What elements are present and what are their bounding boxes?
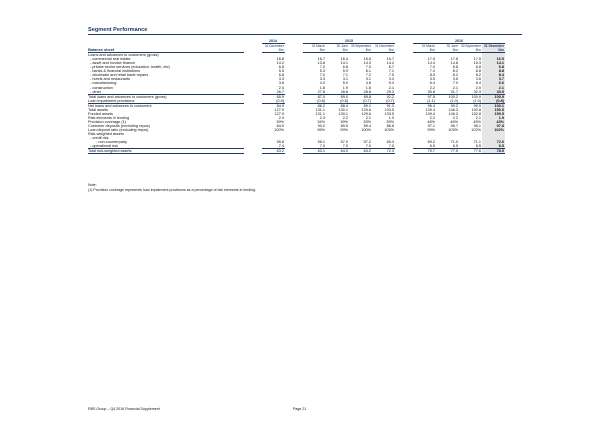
cell-value: 46% xyxy=(450,119,458,124)
unit-label: £bn xyxy=(436,48,459,53)
cell-value: 33% xyxy=(363,119,371,124)
cell-value: 8.3 xyxy=(429,73,435,78)
cell-value: 3.3 xyxy=(278,77,284,82)
cell-value: 84.9 xyxy=(276,103,284,108)
cell-value: 7.4 xyxy=(429,69,435,74)
row-label: Provision coverage (1) xyxy=(88,119,126,124)
cell-value: 100.9 xyxy=(459,94,482,99)
cell-value: 4.2 xyxy=(319,81,325,86)
cell-value: 2.1 xyxy=(452,85,458,90)
cell-value: 45% xyxy=(473,119,481,124)
cell-value: 17.8 xyxy=(450,57,458,62)
cell-value: 64.2 xyxy=(349,149,372,154)
cell-value: 14.1 xyxy=(482,61,505,65)
cell-value: 89.0 xyxy=(326,94,349,99)
cell-value: 1.8 xyxy=(319,85,325,90)
cell-value: 100.9 xyxy=(482,94,505,99)
cell-value: 86.2 xyxy=(317,103,325,108)
period-header: 31 March xyxy=(421,44,435,49)
cell-value: 2.1 xyxy=(388,85,394,90)
cell-value: 7.5 xyxy=(388,73,394,78)
cell-value: 14.1 xyxy=(340,61,348,66)
cell-value: 1.8 xyxy=(365,85,371,90)
cell-value: 28.8 xyxy=(340,89,348,94)
cell-value: 5.3 xyxy=(319,69,325,74)
cell-value: 6.8 xyxy=(452,65,458,70)
cell-value: 103% xyxy=(448,127,458,132)
row-label: Total loans and advances to customers (gross) xyxy=(88,94,244,99)
cell-value: 150.5 xyxy=(482,112,505,116)
cell-value: 16.9 xyxy=(482,57,505,61)
cell-value: 7.0 xyxy=(365,144,371,149)
cell-value: 88.4 xyxy=(340,103,348,108)
cell-value: 8.2 xyxy=(452,69,458,74)
cell-value: 56.1 xyxy=(317,140,325,145)
cell-value: 5.5 xyxy=(278,69,284,74)
cell-value: 3.1 xyxy=(365,77,371,82)
cell-value: 55.8 xyxy=(276,140,284,145)
cell-value: 98.1 xyxy=(473,123,481,128)
cell-value: 88.8 xyxy=(386,123,394,128)
cell-value: 7.1 xyxy=(342,73,348,78)
cell-value: 131.1 xyxy=(315,107,325,112)
cell-value: 97.1 xyxy=(427,123,435,128)
cell-value: 39% xyxy=(340,119,348,124)
cell-value: 29.3 xyxy=(386,89,394,94)
cell-value: 77.5 xyxy=(436,149,459,154)
cell-value: 72.0 xyxy=(482,140,505,144)
cell-value: 15.3 xyxy=(473,61,481,66)
cell-value: 71.0 xyxy=(450,140,458,145)
cell-value: 127.9 xyxy=(274,107,284,112)
cell-value: 3.7 xyxy=(482,77,505,81)
table-row xyxy=(88,149,505,154)
cell-value: 39% xyxy=(276,119,284,124)
cell-value: 87.0 xyxy=(303,94,326,99)
cell-value: 150.5 xyxy=(482,108,505,112)
cell-value: 97.5 xyxy=(413,94,436,99)
cell-value: 57.2 xyxy=(363,140,371,145)
note-heading: Note: xyxy=(88,183,97,187)
cell-value: 16.7 xyxy=(386,57,394,62)
cell-value: 30.8 xyxy=(427,89,435,94)
cell-value: 97.8 xyxy=(482,124,505,128)
cell-value: 6.5 xyxy=(475,144,481,149)
cell-value: 5.0 xyxy=(342,81,348,86)
period-header: 30 September xyxy=(460,44,481,49)
period-header: 30 September xyxy=(350,44,371,49)
section-label: Balance sheet xyxy=(88,48,244,53)
cell-value: 6.5 xyxy=(429,144,435,149)
cell-value: 69.2 xyxy=(427,140,435,145)
cell-value: 8.8 xyxy=(475,69,481,74)
cell-value: (1.0) xyxy=(436,99,459,104)
row-label: - wholesale and retail trade repairs xyxy=(90,73,149,78)
cell-value: 127.9 xyxy=(274,111,284,116)
cell-value: 6.8 xyxy=(278,65,284,70)
cell-value: 32.3 xyxy=(473,89,481,94)
cell-value: 96.4 xyxy=(427,103,435,108)
cell-value: 6.8 xyxy=(278,73,284,78)
cell-value: 96% xyxy=(317,127,325,132)
cell-value: 146.3 xyxy=(448,111,458,116)
cell-value: 100% xyxy=(361,127,371,132)
cell-value: 17.5 xyxy=(473,57,481,62)
cell-value: 99% xyxy=(340,127,348,132)
row-label: Loan impairment provisions xyxy=(88,99,244,104)
cell-value: (0.8) xyxy=(482,99,505,104)
cell-value: 7.0 xyxy=(429,65,435,70)
cell-value: 3.1 xyxy=(342,77,348,82)
row-label: - private sector services (education, health, etc) xyxy=(90,65,170,70)
cell-value: 63.2 xyxy=(262,149,285,154)
cell-value: 102% xyxy=(482,128,505,132)
cell-value: 2.0 xyxy=(278,85,284,90)
cell-value: 6.4 xyxy=(475,81,481,86)
row-label: - asset and invoice finance xyxy=(90,61,135,66)
cell-value: 129.6 xyxy=(361,111,371,116)
cell-value: 89.4 xyxy=(363,123,371,128)
cell-value: 5.3 xyxy=(388,81,394,86)
cell-value: 2.0 xyxy=(475,85,481,90)
cell-value: 6.1 xyxy=(365,69,371,74)
unit-label: £bn xyxy=(459,48,482,53)
row-label: - commercial real estate xyxy=(90,57,131,62)
cell-value: 8.2 xyxy=(452,73,458,78)
cell-value: 48% xyxy=(427,119,435,124)
unit-label: £bn xyxy=(326,48,349,53)
cell-value: 3.6 xyxy=(475,77,481,82)
period-header: 31 December xyxy=(264,44,284,49)
cell-value: 6.8 xyxy=(475,65,481,70)
cell-value: 14.4 xyxy=(427,61,435,66)
cell-value: 14.8 xyxy=(450,61,458,66)
cell-value: 78.5 xyxy=(482,149,505,154)
cell-value: 14.3 xyxy=(363,61,371,66)
cell-value: 2.1 xyxy=(482,86,505,90)
cell-value: (0.7) xyxy=(372,99,395,104)
cell-value: 100.2 xyxy=(436,94,459,99)
cell-value: 17.5 xyxy=(427,57,435,62)
cell-value: 102% xyxy=(471,127,481,132)
cell-value: 7.0 xyxy=(365,65,371,70)
cell-value: 26.7 xyxy=(276,89,284,94)
row-label: - construction xyxy=(90,85,113,90)
cell-value: 75.7 xyxy=(413,149,436,154)
unit-label: £bn xyxy=(303,48,326,53)
cell-value: 89.1 xyxy=(363,103,371,108)
cell-value: 5.9 xyxy=(342,69,348,74)
cell-value: (0.7) xyxy=(349,99,372,104)
cell-value: (0.8) xyxy=(303,99,326,104)
page-title: Segment Performance xyxy=(88,27,148,33)
cell-value: 100% xyxy=(274,127,284,132)
cell-value: 7.0 xyxy=(452,81,458,86)
cell-value: 152.8 xyxy=(471,111,481,116)
period-header: 31 March xyxy=(311,44,325,49)
row-label: - non-counterparty xyxy=(96,140,128,145)
cell-value: 91.3 xyxy=(386,103,394,108)
cell-value: 99.9 xyxy=(473,103,481,108)
cell-value: 33.5 xyxy=(482,90,505,95)
cell-value: 139.4 xyxy=(425,107,435,112)
cell-value: 7.1 xyxy=(388,69,394,74)
cell-value: 72.3 xyxy=(372,149,395,154)
cell-value: 7.0 xyxy=(342,144,348,149)
year-2016: 2016 xyxy=(413,39,505,44)
cell-value: 139.4 xyxy=(425,111,435,116)
row-label: Risk elements in lending xyxy=(88,115,130,120)
cell-value: 8.4 xyxy=(482,73,505,77)
period-header: 30 June xyxy=(446,44,458,49)
cell-value: 2.2 xyxy=(429,85,435,90)
cell-value: 6.5 xyxy=(482,144,505,149)
cell-value: 6.8 xyxy=(342,65,348,70)
cell-value: 7.0 xyxy=(319,73,325,78)
unit-label: £bn xyxy=(413,48,436,53)
row-label: Risk-weighted assets xyxy=(88,132,124,137)
row-label: Net loans and advances to customers xyxy=(88,103,152,108)
cell-value: 16.4 xyxy=(340,57,348,62)
unit-label: £bn xyxy=(372,48,395,53)
cell-value: 28.8 xyxy=(363,89,371,94)
cell-value: 71.1 xyxy=(473,140,481,145)
cell-value: 2.2 xyxy=(342,115,348,120)
segment-table xyxy=(88,39,505,154)
cell-value: 4.8 xyxy=(365,81,371,86)
year-2015: 2015 xyxy=(303,39,395,44)
cell-value: 2.3 xyxy=(319,115,325,120)
footer-document-name: RBS Group – Q4 2016 Financial Supplement xyxy=(88,407,160,411)
row-label: - credit risk xyxy=(90,136,109,141)
row-label: - manufacturing xyxy=(90,81,117,86)
note-text: (1) Provision coverage represents loan impairment provisions as a percentage of risk elements in lending. xyxy=(88,187,256,192)
cell-value: 2.1 xyxy=(475,115,481,120)
title-divider xyxy=(88,34,522,35)
cell-value: 8.8 xyxy=(482,69,505,73)
cell-value: 1.9 xyxy=(482,116,505,120)
cell-value: 16.6 xyxy=(363,57,371,62)
row-label: Total assets xyxy=(88,107,109,112)
cell-value: 31.7 xyxy=(450,89,458,94)
cell-value: 1.9 xyxy=(388,115,394,120)
cell-value: 65.3 xyxy=(386,140,394,145)
cell-value: 92.2 xyxy=(372,94,395,99)
unit-label: £bn xyxy=(482,48,505,53)
cell-value: (0.8) xyxy=(326,99,349,104)
period-header: 31 December xyxy=(482,44,505,49)
cell-value: 14.2 xyxy=(276,61,284,66)
row-label: Customer deposits (excluding repos) xyxy=(88,123,150,128)
cell-value: (1.1) xyxy=(413,99,436,104)
cell-value: 3.3 xyxy=(388,77,394,82)
footer-page-number: Page 21 xyxy=(293,407,307,411)
cell-value: 7.0 xyxy=(388,144,394,149)
cell-value: 6.7 xyxy=(388,65,394,70)
cell-value: 1.9 xyxy=(342,85,348,90)
cell-value: 85.9 xyxy=(262,94,285,99)
cell-value: 64.0 xyxy=(326,149,349,154)
cell-value: 7.4 xyxy=(278,144,284,149)
cell-value: 16.7 xyxy=(317,57,325,62)
row-label: Loan:deposit ratio (excluding repos) xyxy=(88,127,149,132)
cell-value: 2.1 xyxy=(365,115,371,120)
cell-value: 34% xyxy=(317,119,325,124)
unit-label: £bn xyxy=(262,48,285,53)
cell-value: 96.7 xyxy=(450,123,458,128)
row-label: Total risk-weighted assets xyxy=(88,149,244,154)
cell-value: 6.4 xyxy=(429,81,435,86)
cell-value: 89.5 xyxy=(340,123,348,128)
row-label: - operational risk xyxy=(90,144,119,149)
cell-value: 3.6 xyxy=(452,77,458,82)
cell-value: 27.8 xyxy=(317,89,325,94)
cell-value: 57.0 xyxy=(340,140,348,145)
cell-value: 3.5 xyxy=(429,77,435,82)
cell-value: 7.0 xyxy=(319,65,325,70)
cell-value: 131.1 xyxy=(315,111,325,116)
cell-value: 7.0 xyxy=(319,144,325,149)
cell-value: 133.5 xyxy=(384,111,394,116)
row-label: Loans and advances to customers (gross) xyxy=(88,53,159,58)
cell-value: 14.4 xyxy=(386,61,394,66)
cell-value: 2.2 xyxy=(429,115,435,120)
year-2014: 2014 xyxy=(262,39,285,44)
cell-value: 84.9 xyxy=(276,123,284,128)
cell-value: 90.0 xyxy=(317,123,325,128)
cell-value: 146.3 xyxy=(448,107,458,112)
cell-value: 99.2 xyxy=(450,103,458,108)
row-label: - other xyxy=(90,89,101,94)
period-header: 31 December xyxy=(374,44,394,49)
unit-label: £bn xyxy=(349,48,372,53)
cell-value: 16.8 xyxy=(276,57,284,62)
cell-value: 6.5 xyxy=(452,144,458,149)
cell-value: 133.5 xyxy=(384,107,394,112)
cell-value: 3.3 xyxy=(319,77,325,82)
cell-value: 63.1 xyxy=(303,149,326,154)
period-header: 30 June xyxy=(336,44,348,49)
cell-value: 130.1 xyxy=(338,107,348,112)
cell-value: 8.2 xyxy=(475,73,481,78)
cell-value: 89.8 xyxy=(349,94,372,99)
cell-value: 43% xyxy=(482,120,505,124)
cell-value: 39% xyxy=(386,119,394,124)
cell-value: 7.2 xyxy=(365,73,371,78)
row-label: Funded assets xyxy=(88,111,113,116)
cell-value: 2.2 xyxy=(452,115,458,120)
row-label: - banks & financial institutions xyxy=(90,69,141,74)
row-label: - hotels and restaurants xyxy=(90,77,130,82)
cell-value: 129.6 xyxy=(361,107,371,112)
cell-value: 6.8 xyxy=(482,65,505,69)
cell-value: 77.6 xyxy=(459,149,482,154)
cell-value: 2.4 xyxy=(278,115,284,120)
cell-value: 99% xyxy=(427,127,435,132)
cell-value: 3.8 xyxy=(278,81,284,86)
cell-value: 130.1 xyxy=(338,111,348,116)
cell-value: 103% xyxy=(384,127,394,132)
cell-value: 152.8 xyxy=(471,107,481,112)
cell-value: 100.1 xyxy=(482,103,505,108)
note-block xyxy=(88,183,256,192)
cell-value: 13.8 xyxy=(317,61,325,66)
cell-value: (0.9) xyxy=(262,99,285,104)
cell-value: 6.6 xyxy=(482,81,505,85)
cell-value: (1.0) xyxy=(459,99,482,104)
